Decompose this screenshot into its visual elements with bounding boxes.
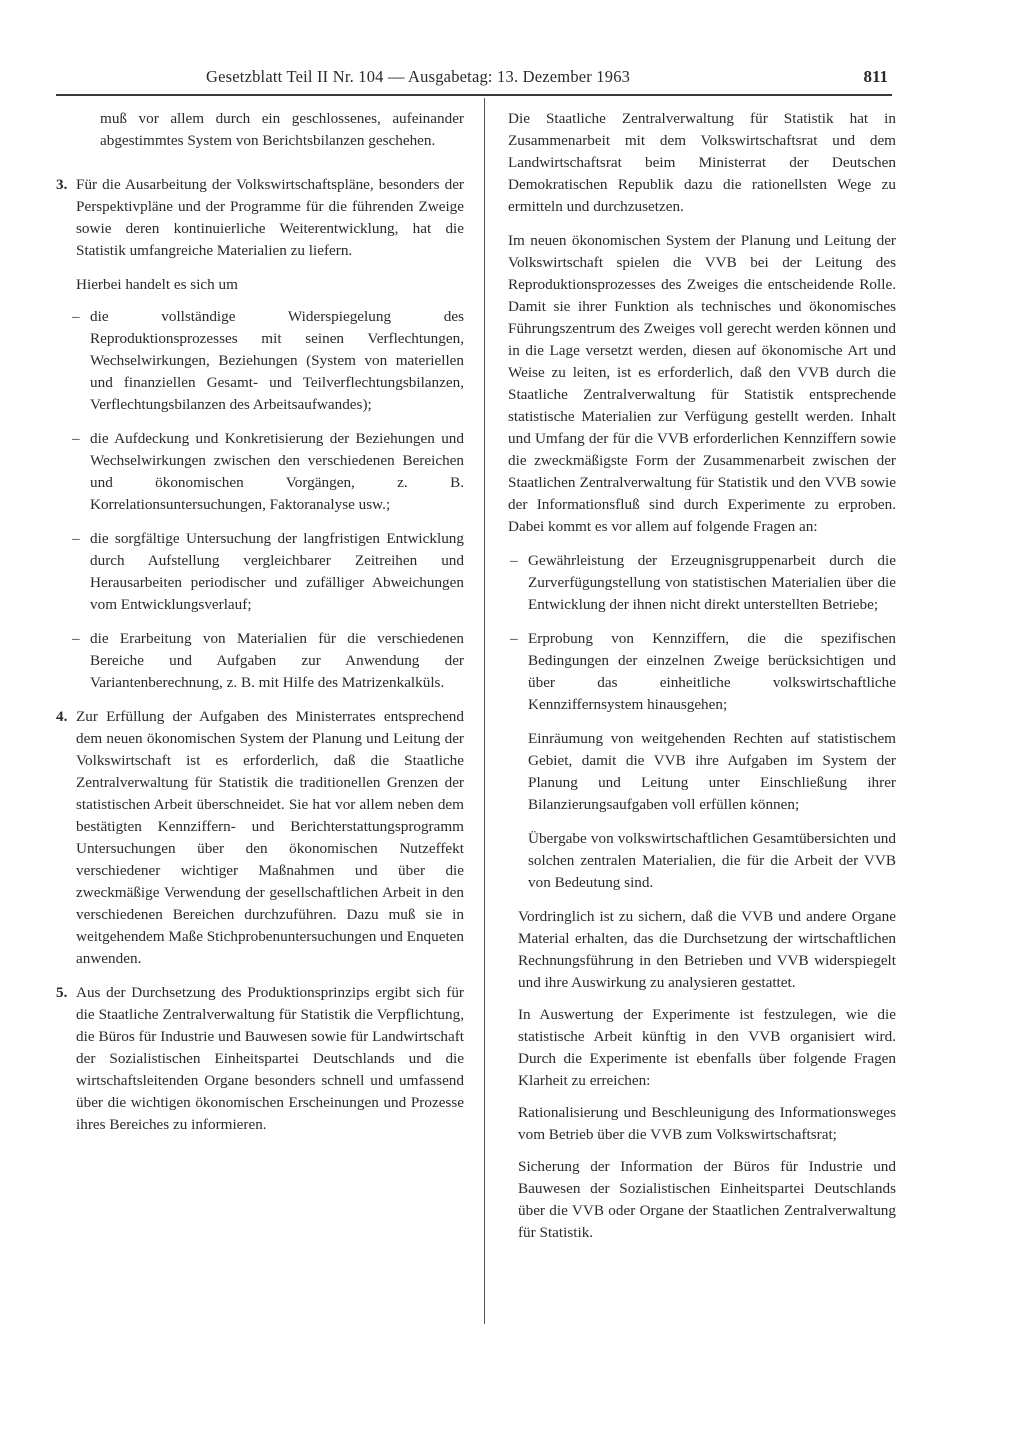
- page-number: 811: [863, 67, 888, 86]
- paragraph: Rationalisierung und Beschleunigung des Informationsweges vom Betrieb über die VVB zum Volkswirtschaftsrat;: [518, 1104, 896, 1143]
- dash-text: Gewährleistung der Erzeugnisgruppenarbeit durch die Zurverfügungstellung von statistischen Materialien über die Entwicklung der ihnen nicht direkt unterstellten Betriebe;: [528, 552, 896, 613]
- list-item-3: [56, 174, 464, 262]
- dash-item: [72, 306, 464, 416]
- list-item-4: [56, 706, 465, 970]
- dash-mark: –: [72, 308, 80, 325]
- item-text: Für die Ausarbeitung der Volkswirtschaftspläne, besonders der Perspektivpläne und der Programme für die führenden Zweige sowie deren kontinuierliche Weiterentwicklung, hat die Statistik umfangreiche Materialien zu liefern.: [76, 176, 464, 259]
- dash-item: [510, 550, 896, 616]
- dash-text: die Aufdeckung und Konkretisierung der Beziehungen und Wechselwirkungen zwischen den verschiedenen Bereichen und ökonomischen Vorgängen, z. B. Korrelationsuntersuchungen, Faktoranalyse usw.;: [90, 430, 464, 513]
- paragraph: In Auswertung der Experimente ist festzulegen, wie die statistische Arbeit künftig in den VVB organisiert wird. Durch die Experimente ist ebenfalls über folgende Fragen Klarheit zu erreichen:: [518, 1006, 896, 1089]
- paragraph: Die Staatliche Zentralverwaltung für Statistik hat in Zusammenarbeit mit dem Volkswirtschaftsrat und dem Landwirtschaftsrat beim Ministerrat der Deutschen Demokratischen Republik dazu die rationellsten Wege zu ermitteln und durchzusetzen.: [508, 110, 896, 215]
- dash-item: [510, 628, 896, 716]
- dash-mark: –: [72, 530, 80, 547]
- paragraph: Sicherung der Information der Büros für Industrie und Bauwesen der Sozialistischen Einheitspartei Deutschlands über die VVB oder Organe der Staatlichen Zentralverwaltung für Statistik.: [518, 1158, 896, 1241]
- dash-text: die sorgfältige Untersuchung der langfristigen Entwicklung durch Aufstellung vergleichbarer Zeitreihen und Herausarbeiten periodischer und zufälliger Abweichungen vom Entwicklungsverlauf;: [90, 530, 464, 613]
- dash-item: [72, 428, 464, 516]
- item-text: Aus der Durchsetzung des Produktionsprinzips ergibt sich für die Staatliche Zentralverwaltung für Statistik die Verpflichtung, die Büros für Industrie und Bauwesen sowie für Landwirtschaft der Sozialistischen Einheitspartei Deutschlands und die wirtschaftsleitenden Organe besonders schnell und umfassend über die wichtigen ökonomischen Erscheinungen und Prozesse ihres Bereiches zu informieren.: [76, 984, 464, 1133]
- indented-paragraph: Einräumung von weitgehenden Rechten auf statistischem Gebiet, damit die VVB ihre Aufgaben im System der Planung und Leitung unter Einschließung ihrer Bilanzierungsaufgaben voll erfüllen können;: [528, 730, 896, 813]
- dash-text: die vollständige Widerspiegelung des Reproduktionsprozesses mit seinen Verflechtungen, Wechselwirkungen, Beziehungen (System von materiellen und finanziellen Gesamt- und Teilverflechtungsbilanzen, Verflechtungsbilanzen des Arbeitsaufwandes);: [90, 308, 464, 413]
- dash-item: [72, 628, 464, 694]
- continued-paragraph: muß vor allem durch ein geschlossenes, aufeinander abgestimmtes System von Berichtsbilanzen geschehen.: [100, 110, 464, 149]
- page-header: [56, 64, 892, 96]
- dash-mark: –: [72, 430, 80, 447]
- dash-mark: –: [510, 552, 518, 569]
- dash-mark: –: [510, 630, 518, 647]
- dash-text: die Erarbeitung von Materialien für die verschiedenen Bereiche und Aufgaben zur Anwendung der Variantenberechnung, z. B. mit Hilfe des Matrizenkalküls.: [90, 630, 464, 691]
- indented-paragraph: Übergabe von volkswirtschaftlichen Gesamtübersichten und solchen zentralen Materialien, die für die Arbeit der VVB von Bedeutung sind.: [528, 830, 896, 891]
- dash-text: Erprobung von Kennziffern, die die spezifischen Bedingungen der einzelnen Zweige berücksichtigen und über das einheitliche volkswirtschaftliche Kennziffernsystem hinausgehen;: [528, 630, 896, 713]
- left-column: [56, 108, 464, 1148]
- paragraph: Im neuen ökonomischen System der Planung und Leitung der Volkswirtschaft spielen die VVB bei der Leitung des Reproduktionsprozesses des Zweiges die entscheidende Rolle. Damit sie ihrer Funktion als technisches und ökonomisches Führungszentrum des Zweiges voll gerecht werden können und in die Lage versetzt werden, diesen auf ökonomische Art und Weise zu leiten, ist es erforderlich, daß den VVB durch die Staatliche Zentralverwaltung für Statistik entsprechende statistische Materialien zur Verfügung gestellt werden. Inhalt und Umfang der für die VVB erforderlichen Kennziffern sowie die zweckmäßigste Form der Zusammenarbeit zwischen der Staatlichen Zentralverwaltung für Statistik und den VVB sowie der Informationsfluß sind durch Experimente zu erproben. Dabei kommt es vor allem auf folgende Fragen an:: [508, 232, 896, 535]
- column-divider: [484, 98, 485, 1324]
- dash-item: [72, 528, 464, 616]
- item-number: 4.: [56, 708, 68, 725]
- header-title: Gesetzblatt Teil II Nr. 104 — Ausgabetag: 13. Dezember 1963: [206, 67, 631, 86]
- item-intro: Hierbei handelt es sich um: [76, 276, 238, 293]
- item-text: Zur Erfüllung der Aufgaben des Ministerrates entsprechend dem neuen ökonomischen System der Planung und Leitung der Volkswirtschaft ist es erforderlich, daß die Staatliche Zentralverwaltung für Statistik die traditionellen Grenzen der statistischen Arbeit überschneidet. Sie hat vor allem neben dem bestätigten Kennziffern- und Berichterstattungsprogramm Untersuchungen über den ökonomischen Nutzeffekt verschiedener wichtiger Maßnahmen und über die zweckmäßige Verwendung der gesellschaftlichen Arbeit in den verschiedenen Bereichen durchzuführen. Dazu muß sie in weitgehendem Maße Stichprobenuntersuchungen und Enqueten anwenden.: [76, 708, 465, 967]
- dash-mark: –: [72, 630, 80, 647]
- right-column: [508, 108, 896, 1254]
- list-item-5: [56, 982, 464, 1136]
- item-number: 5.: [56, 984, 68, 1001]
- item-number: 3.: [56, 176, 68, 193]
- paragraph: Vordringlich ist zu sichern, daß die VVB und andere Organe Material erhalten, das die Durchsetzung der wirtschaftlichen Rechnungsführung in den Betrieben und VVB widerspiegelt und ihre Auswirkung zu analysieren gestattet.: [518, 908, 896, 991]
